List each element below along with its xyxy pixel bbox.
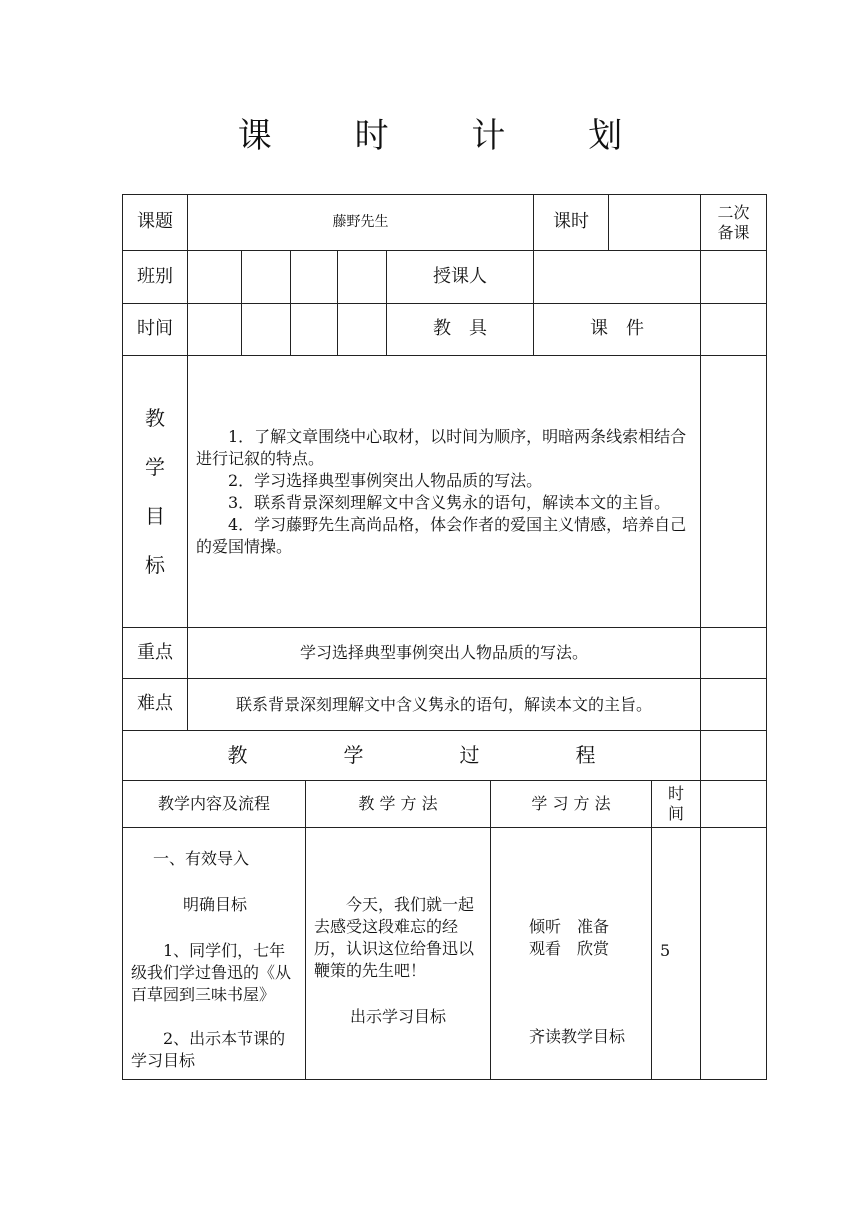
column-header-learning-method: 学 习 方 法 [490,780,652,828]
objective-item: 2．学习选择典型事例突出人物品质的写法。 [228,470,543,490]
teacher-label: 授课人 [386,250,534,304]
learning-method-line2: 观看 欣赏 [529,939,610,958]
topic-value: 藤野先生 [187,194,534,251]
topic-label: 课题 [122,194,188,251]
courseware-label: 课 件 [533,303,701,356]
second-prep-cell-class [700,250,767,304]
second-prep-cell-key [700,627,767,679]
time-cell-2 [241,303,291,356]
key-point-label: 重点 [122,627,188,679]
objectives-label [122,355,188,628]
second-prep-line1: 二次 [717,202,750,222]
class-label: 班别 [122,250,188,304]
process-heading: 教学过程 [122,730,701,781]
time-cell-1 [187,303,242,356]
objective-item: 3．联系背景深刻理解文中含义隽永的语句，解读本文的主旨。 [228,492,671,512]
learning-method-line3: 齐读教学目标 [529,1027,626,1046]
objectives-content [187,355,701,628]
content-item-2: 2、出示本节课的学习目标 [131,1029,286,1070]
teacher-value [533,250,701,304]
teaching-method-show-goals: 出示学习目标 [349,1007,446,1026]
column-header-time: 时间 [651,780,701,828]
teaching-aids-label: 教 具 [386,303,534,356]
difficulty-value: 联系背景深刻理解文中含义隽永的语句，解读本文的主旨。 [187,678,701,731]
time-label: 时间 [122,303,188,356]
learning-method-line1: 倾听 准备 [529,917,610,936]
objectives-label-char-3: 目 [145,503,165,528]
class-cell-1 [187,250,242,304]
second-prep-cell-columns [700,780,767,828]
second-prep-cell-heading [700,730,767,781]
second-prep-cell-objectives [700,355,767,628]
objectives-label-char-1: 教 [145,405,165,430]
learning-method-cell [490,827,652,1080]
class-cell-3 [290,250,338,304]
teaching-method-text: 今天，我们就一起去感受这段难忘的经历，认识这位给鲁迅以鞭策的先生吧！ [314,895,475,980]
teaching-method-cell [305,827,491,1080]
time-cell-4 [337,303,387,356]
content-item-1: 1、同学们，七年级我们学过鲁迅的《从百草园到三味书屋》 [131,941,292,1004]
time-value: 5 [660,941,671,960]
process-content-cell [122,827,306,1080]
objective-item: 1．了解文章围绕中心取材，以时间为顺序，明暗两条线索相结合进行记叙的特点。 [196,426,687,468]
key-point-value: 学习选择典型事例突出人物品质的写法。 [187,627,701,679]
second-prep-cell-difficulty [700,678,767,731]
second-prep-header [700,194,767,251]
class-cell-4 [337,250,387,304]
class-cell-2 [241,250,291,304]
second-prep-cell-process [700,827,767,1080]
second-prep-line2: 备课 [717,222,750,242]
section-title: 一、有效导入 [153,849,250,868]
objectives-label-char-4: 标 [145,552,165,577]
section-subtitle: 明确目标 [182,895,247,914]
column-header-teaching-method: 教 学 方 法 [305,780,491,828]
period-value [608,194,701,251]
objective-item: 4．学习藤野先生高尚品格，体会作者的爱国主义情感，培养自己的爱国情操。 [196,514,687,556]
difficulty-label: 难点 [122,678,188,731]
document-title: 课 时 计 划 [237,116,659,156]
time-cell-3 [290,303,338,356]
objectives-label-char-2: 学 [145,454,165,479]
second-prep-cell-time [700,303,767,356]
period-label: 课时 [533,194,609,251]
time-value-cell [651,827,701,1080]
lesson-plan-table [122,194,767,1080]
column-header-content: 教学内容及流程 [122,780,306,828]
